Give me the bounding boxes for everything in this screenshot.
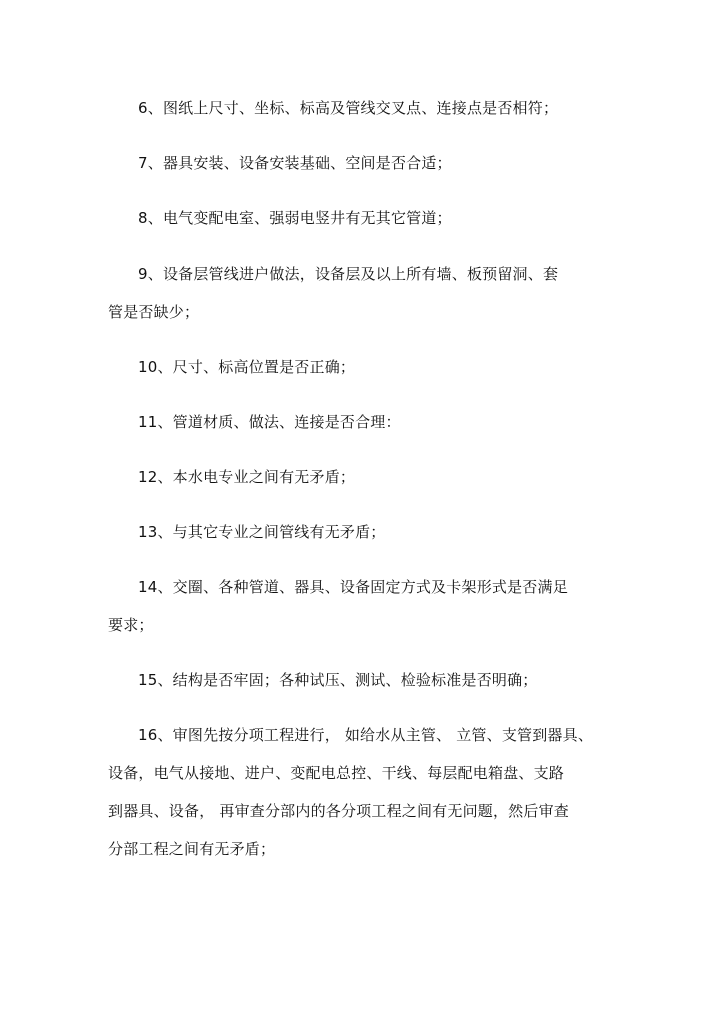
item-7-text: 7、器具安装、设备安装基础、空间是否合适； bbox=[138, 154, 452, 172]
item-10-text: 10、尺寸、标高位置是否正确； bbox=[138, 358, 356, 376]
item-14-continued: 要求； bbox=[108, 616, 154, 634]
item-9-text: 9、设备层管线进户做法，设备层及以上所有墙、板预留洞、套 bbox=[138, 265, 559, 283]
item-13-text: 13、与其它专业之间管线有无矛盾； bbox=[138, 523, 386, 541]
item-16-continued-2: 到器具、设备， 再审查分部内的各分项工程之间有无问题，然后审查 bbox=[108, 802, 569, 820]
item-16-text: 16、审图先按分项工程进行， 如给水从主管、 立管、支管到器具、 bbox=[138, 726, 594, 744]
item-16-continued-3: 分部工程之间有无矛盾； bbox=[108, 840, 276, 858]
item-8-text: 8、电气变配电室、强弱电竖井有无其它管道； bbox=[138, 209, 452, 227]
item-16-continued-1: 设备，电气从接地、进户、变配电总控、干线、每层配电箱盘、支路 bbox=[108, 764, 565, 782]
item-9-continued: 管是否缺少； bbox=[108, 303, 200, 321]
item-6-text: 6、图纸上尺寸、坐标、标高及管线交叉点、连接点是否相符； bbox=[138, 99, 559, 117]
item-14-text: 14、交圈、各种管道、器具、设备固定方式及卡架形式是否满足 bbox=[138, 578, 568, 596]
item-11-text: 11、管道材质、做法、连接是否合理： bbox=[138, 413, 401, 431]
item-12-text: 12、本水电专业之间有无矛盾； bbox=[138, 468, 356, 486]
item-15-text: 15、结构是否牢固；各种试压、测试、检验标准是否明确； bbox=[138, 671, 538, 689]
